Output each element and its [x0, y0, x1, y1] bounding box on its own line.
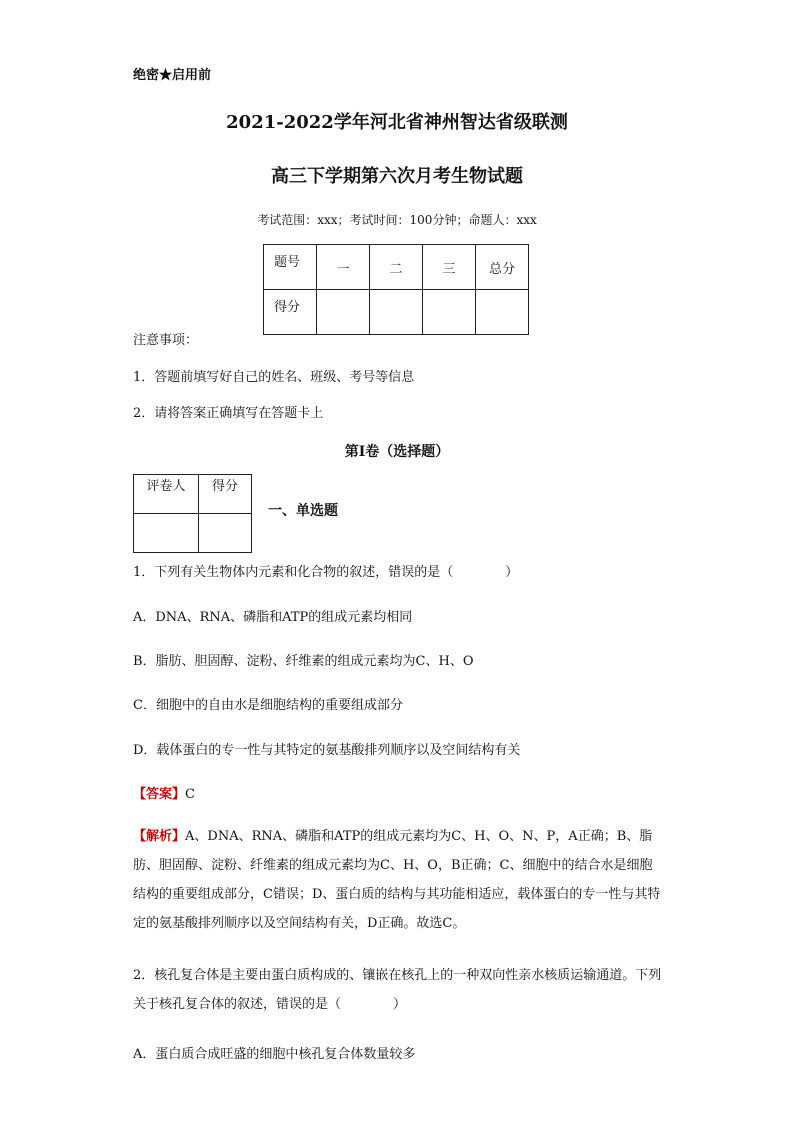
exam-title-line2: 高三下学期第六次月考生物试题: [271, 166, 523, 187]
part-title: 一、单选题: [268, 503, 338, 519]
question-1-option-c: C．细胞中的自由水是细胞结构的重要组成部分: [133, 698, 403, 713]
grader-header-cell: 得分: [199, 475, 252, 514]
grader-table-blank-row: [134, 514, 252, 553]
score-header-cell: 三: [423, 245, 476, 290]
analysis-tag: 【解析】: [133, 829, 186, 844]
note-item: 2．请将答案正确填写在答题卡上: [133, 406, 324, 421]
answer-value: C: [185, 787, 195, 802]
exam-info: 考试范围：xxx；考试时间：100分钟；命题人：xxx: [257, 213, 537, 227]
question-2-stem: 2．核孔复合体是主要由蛋白质构成的、镶嵌在核孔上的一种双向性亲水核质运输通道。下列关于核孔复合体的叙述，错误的是（ ）: [133, 968, 662, 1012]
confidential-label: 绝密★启用前: [133, 68, 212, 83]
score-table-score-row: [264, 290, 529, 335]
score-header-cell: 一: [317, 245, 370, 290]
grader-header-cell: 评卷人: [134, 475, 199, 514]
score-cell[interactable]: [317, 290, 370, 335]
question-1-option-a: A．DNA、RNA、磷脂和ATP的组成元素均相同: [133, 610, 413, 625]
analysis-text: A、DNA、RNA、磷脂和ATP的组成元素均为C、H、O、N、P，A正确；B、脂肪、胆固醇、淀粉、纤维素的组成元素均为C、H、O，B正确；C、细胞中的结合水是细胞结构的重要组成部分，C错误；D、蛋白质的结构与其功能相适应，载体蛋白的专一性与其特定的氨基酸排列顺序以及空间结构有关，D正确。故选C。: [133, 829, 661, 931]
grader-cell[interactable]: [134, 514, 199, 553]
question-1-option-b: B．脂肪、胆固醇、淀粉、纤维素的组成元素均为C、H、O: [133, 654, 474, 669]
grader-table-header-row: [134, 475, 252, 514]
score-cell[interactable]: [476, 290, 529, 335]
answer-tag: 【答案】: [133, 787, 186, 802]
score-row-label: 得分: [264, 290, 317, 335]
score-table-header-row: [264, 245, 529, 290]
question-2-option-a: A．蛋白质合成旺盛的细胞中核孔复合体数量较多: [133, 1047, 416, 1062]
grader-table: [133, 474, 252, 553]
question-1-stem: 1．下列有关生物体内元素和化合物的叙述，错误的是（ ）: [133, 565, 519, 580]
section-title: 第I卷（选择题）: [344, 444, 450, 460]
score-header-cell: 二: [370, 245, 423, 290]
question-1-analysis: [133, 822, 663, 938]
note-item: 1．答题前填写好自己的姓名、班级、考号等信息: [133, 370, 415, 385]
score-header-cell: 题号: [264, 245, 317, 290]
score-cell[interactable]: [370, 290, 423, 335]
score-cell[interactable]: [423, 290, 476, 335]
exam-title-line1: 2021-2022学年河北省神州智达省级联测: [226, 112, 568, 133]
score-header-cell: 总分: [476, 245, 529, 290]
grader-cell[interactable]: [199, 514, 252, 553]
notes-title: 注意事项：: [133, 333, 199, 348]
question-1-answer: [133, 783, 195, 802]
score-table: [263, 244, 529, 335]
question-1-option-d: D．载体蛋白的专一性与其特定的氨基酸排列顺序以及空间结构有关: [133, 743, 521, 758]
